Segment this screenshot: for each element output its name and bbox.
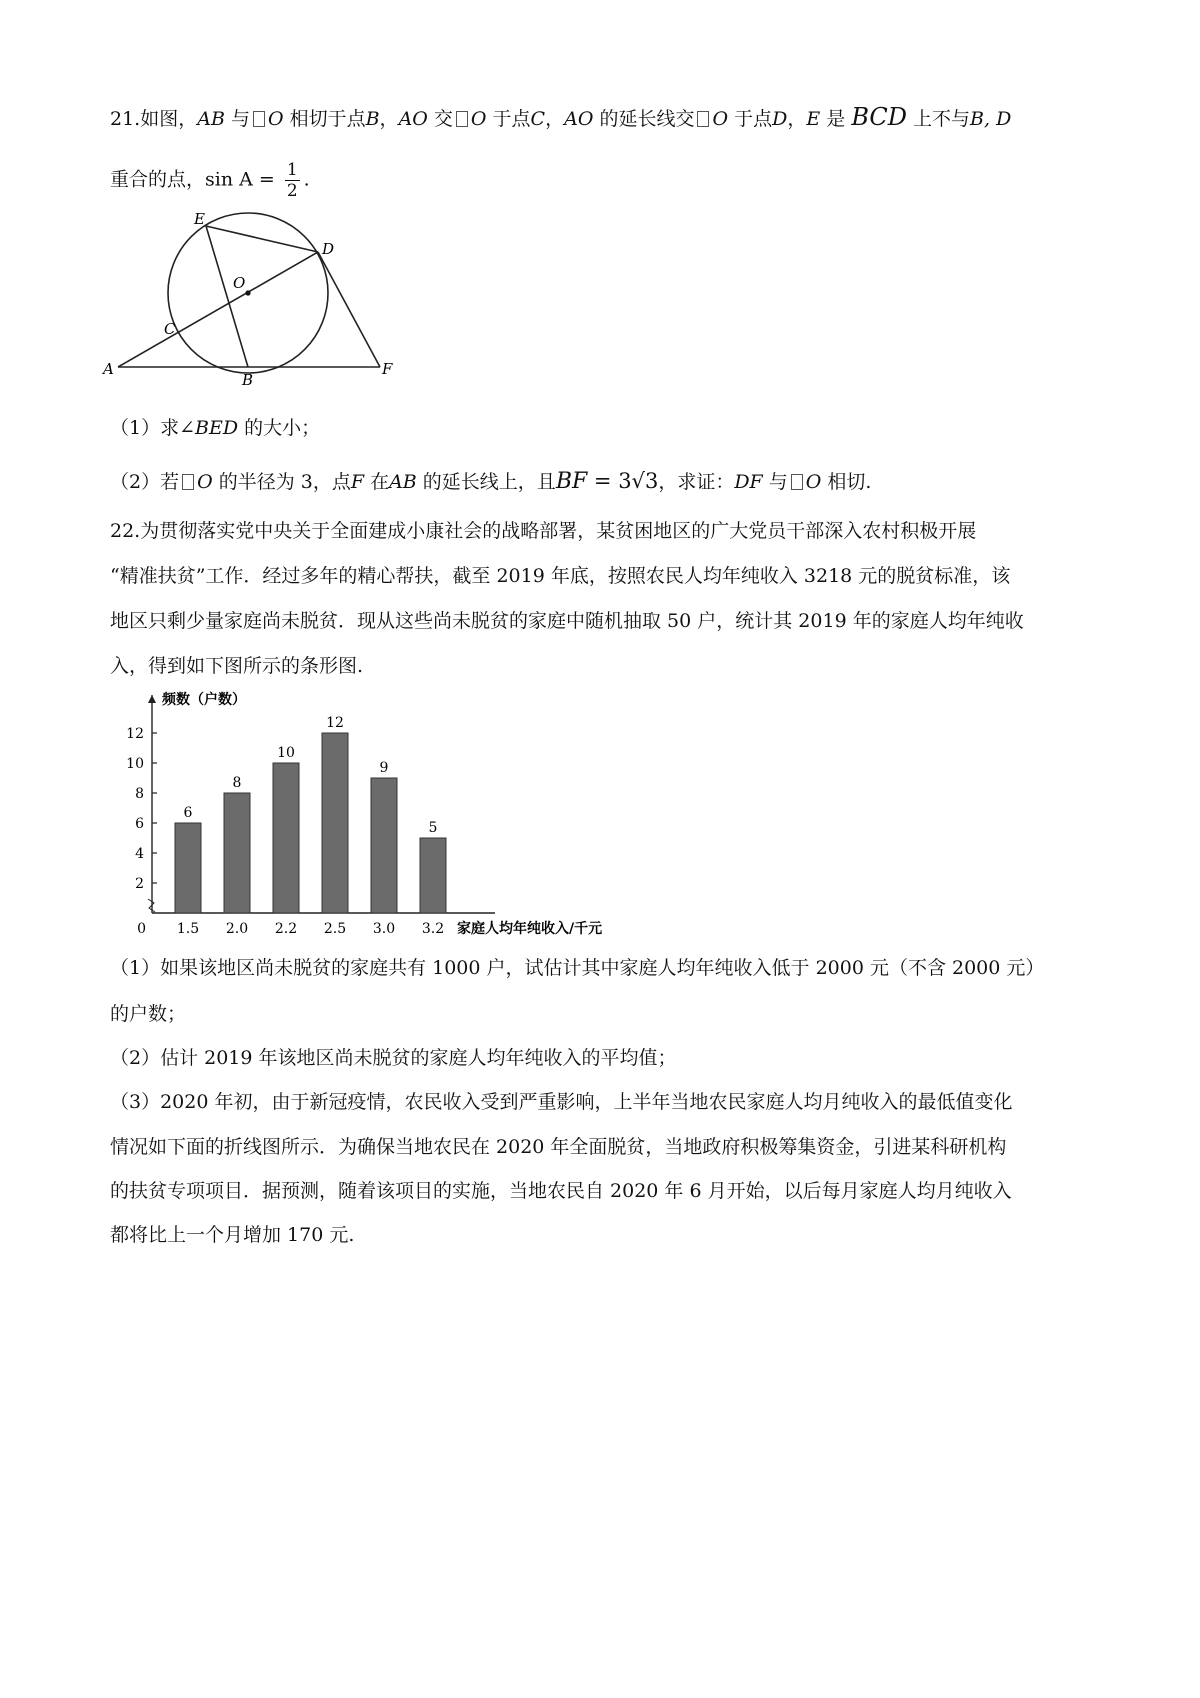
text: 于点	[486, 108, 531, 130]
origin-label: 0	[137, 921, 146, 937]
label-C: C	[164, 320, 176, 338]
math-BF: BF	[555, 469, 588, 494]
math-arc-BCD: BCD	[851, 103, 907, 131]
label-O: O	[233, 274, 246, 292]
bar-value-label: 10	[277, 745, 295, 761]
q21-part-1	[110, 415, 320, 441]
line-AD	[118, 252, 318, 367]
math-O: O	[470, 108, 487, 130]
math-C: C	[530, 108, 546, 130]
math-BED: BED	[195, 417, 239, 439]
math-B: B	[365, 108, 380, 130]
text: 上不与	[907, 108, 971, 130]
q21-line-1	[110, 104, 1011, 132]
y-tick-label: 10	[126, 756, 144, 772]
math-O: O	[712, 108, 729, 130]
bar	[420, 838, 446, 913]
q21-part-2	[110, 468, 871, 495]
text: 于点	[728, 108, 773, 130]
line-DF	[318, 252, 380, 367]
q22-sub3-line-4: 都将比上一个月增加 170 元.	[110, 1224, 355, 1246]
y-tick-label: 6	[135, 816, 144, 832]
bar	[273, 763, 299, 913]
x-axis-label: 家庭人均年纯收入/千元	[457, 921, 603, 937]
bar-value-label: 8	[232, 775, 242, 791]
y-tick-label: 12	[126, 726, 144, 742]
text: 在	[364, 471, 390, 493]
bar-chart	[100, 685, 640, 940]
math-O: O	[267, 108, 284, 130]
x-tick-label: 2.5	[323, 921, 347, 937]
center-dot	[245, 290, 250, 295]
y-tick-label: 2	[135, 876, 144, 892]
text: ，求证：	[658, 471, 735, 493]
x-tick-label: 3.2	[421, 921, 445, 937]
bar-value-label: 6	[183, 805, 193, 821]
fraction-denominator: 2	[286, 181, 298, 201]
x-tick-label: 2.2	[274, 921, 298, 937]
q21-number: 21.如图，	[110, 108, 198, 130]
text: （2）若	[110, 471, 180, 493]
q22-line-1: 22.为贯彻落实党中央关于全面建成小康社会的战略部署，某贫困地区的广大党员干部深入农村积极开展	[110, 520, 977, 542]
text: 交	[427, 108, 453, 130]
math-AO: AO	[398, 108, 428, 130]
text: （1）求∠	[110, 417, 196, 439]
fraction-numerator: 1	[286, 160, 298, 180]
circle-symbol-box	[791, 474, 803, 490]
text: ，	[787, 108, 807, 130]
q22-sub1-line-1: （1）如果该地区尚未脱贫的家庭共有 1000 户，试估计其中家庭人均年纯收入低于 2000 元（不含 2000 元）	[110, 957, 1045, 979]
math-O: O	[805, 471, 822, 493]
q22-line-4: 入，得到如下图所示的条形图.	[110, 655, 364, 677]
math-O: O	[197, 471, 213, 493]
bar-value-label: 5	[428, 820, 438, 836]
label-F: F	[382, 360, 393, 378]
q22-sub3-line-3: 的扶贫专项项目．据预测，随着该项目的实施，当地农民自 2020 年 6 月开始，以后每月家庭人均月纯收入	[110, 1180, 1012, 1202]
y-tick-label: 4	[135, 846, 144, 862]
math-3root3: = 3√3	[587, 469, 659, 493]
chart-bars	[175, 733, 446, 913]
circle-symbol-box	[182, 474, 194, 490]
math-AO: AO	[564, 108, 594, 130]
math-D: D	[772, 108, 788, 130]
math-E: E	[806, 108, 821, 130]
bar	[175, 823, 201, 913]
x-tick-label: 1.5	[176, 921, 200, 937]
q21-line-2	[110, 160, 310, 201]
math-AB: AB	[197, 108, 225, 130]
text: 的延长线上，且	[416, 471, 556, 493]
math-AB: AB	[389, 471, 417, 493]
label-B: B	[242, 371, 254, 389]
text: 是	[820, 108, 852, 130]
circle-symbol-box	[456, 111, 468, 127]
text: 的延长线交	[593, 108, 695, 130]
text: 的大小；	[238, 417, 321, 439]
q22-sub2: （2）估计 2019 年该地区尚未脱贫的家庭人均年纯收入的平均值；	[110, 1047, 677, 1069]
text: 相切.	[821, 471, 872, 493]
label-A: A	[103, 360, 114, 378]
line-ED	[206, 226, 318, 252]
label-D: D	[322, 240, 335, 258]
text: 与	[762, 471, 788, 493]
circle-symbol-box	[253, 111, 265, 127]
math-F: F	[350, 471, 365, 493]
y-tick-label: 8	[135, 786, 144, 802]
bar	[371, 778, 397, 913]
text: .	[303, 168, 310, 191]
y-axis-label: 频数（户数）	[162, 692, 246, 708]
bar	[322, 733, 348, 913]
text: ，	[545, 108, 565, 130]
fraction	[285, 160, 300, 201]
bar-value-label: 9	[379, 760, 389, 776]
q22-sub1-line-2: 的户数；	[110, 1003, 187, 1025]
y-axis-arrow	[148, 695, 156, 703]
bar	[224, 793, 250, 913]
math-B-D: B, D	[970, 108, 1012, 130]
text: 的半径为 3，点	[212, 471, 351, 493]
x-tick-label: 3.0	[372, 921, 396, 937]
axis-break-mark	[148, 899, 155, 912]
bar-value-label: 12	[326, 715, 344, 731]
label-E: E	[194, 210, 205, 228]
text: 相切于点	[283, 108, 366, 130]
x-tick-label: 2.0	[225, 921, 249, 937]
math-sinA: sin A =	[205, 168, 281, 191]
q22-sub3-line-2: 情况如下面的折线图所示．为确保当地农民在 2020 年全面脱贫，当地政府积极筹集资金，引进某科研机构	[110, 1136, 1007, 1158]
geometry-figure	[100, 210, 420, 395]
q22-line-3: 地区只剩少量家庭尚未脱贫．现从这些尚未脱贫的家庭中随机抽取 50 户，统计其 2019 年的家庭人均年纯收	[110, 610, 1024, 632]
math-DF: DF	[734, 471, 763, 493]
text: 重合的点，	[110, 168, 206, 191]
q22-sub3-line-1: （3）2020 年初，由于新冠疫情，农民收入受到严重影响，上半年当地农民家庭人均月纯收入的最低值变化	[110, 1091, 1013, 1113]
q22-line-2: “精准扶贫”工作．经过多年的精心帮扶，截至 2019 年底，按照农民人均年纯收入 3218 元的脱贫标准，该	[110, 565, 1011, 587]
text: 与	[224, 108, 250, 130]
circle-symbol-box	[697, 111, 709, 127]
text: ，	[379, 108, 399, 130]
